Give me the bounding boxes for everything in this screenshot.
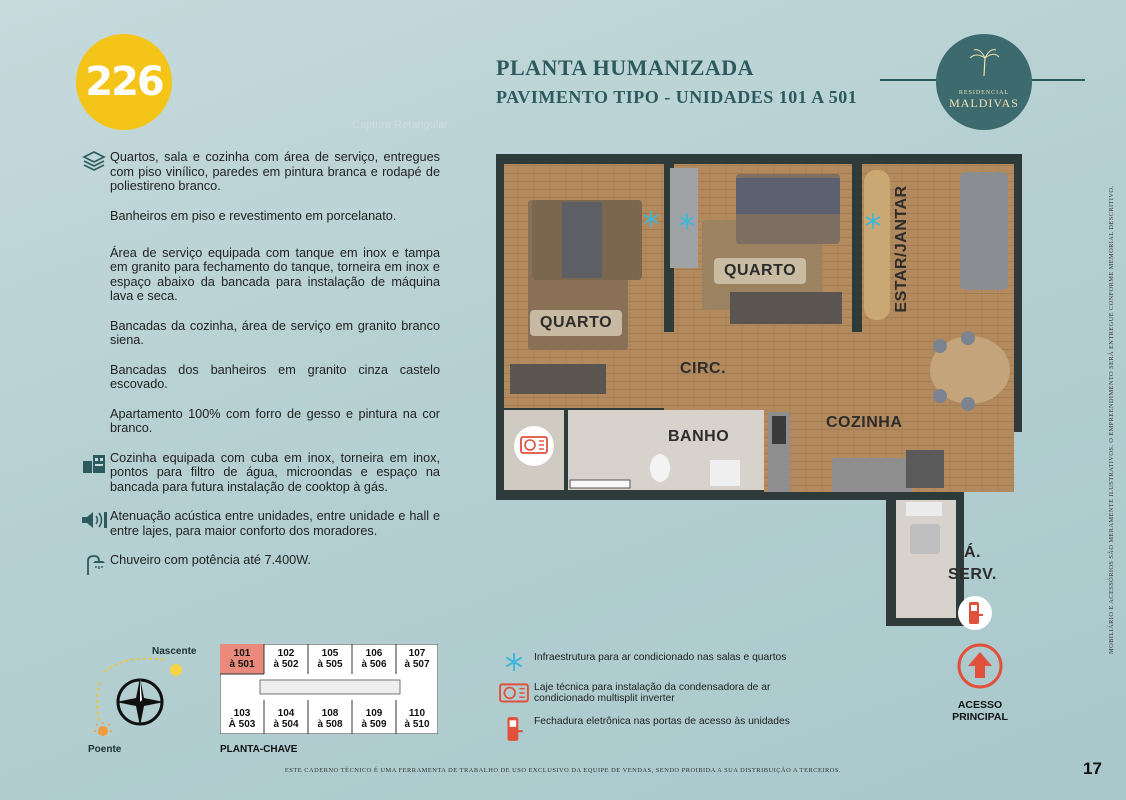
keyplan-unit: 105 à 505: [317, 648, 343, 670]
page-title: PLANTA HUMANIZADA: [496, 55, 755, 80]
room-label-estar-jantar: ESTAR/JANTAR: [893, 185, 910, 313]
features-list: [78, 150, 440, 590]
brand-logo: [936, 34, 1032, 130]
room-label-area-servico-2: SERV.: [948, 566, 997, 583]
arrow-up-icon: [956, 642, 1004, 690]
condenser-icon: [514, 426, 554, 466]
room-label-banho: BANHO: [668, 428, 730, 445]
keyplan-unit: 106 à 506: [361, 648, 387, 670]
keyplan-unit: 104 à 504: [273, 708, 299, 730]
keyplan-unit: 110 à 510: [404, 708, 430, 730]
floor-plan-drawing: [492, 150, 1026, 626]
legend-text: Fechadura eletrônica nas portas de acesso às unidades: [534, 716, 790, 727]
feature-text: Atenuação acústica entre unidades, entre unidade e hall e entre lajes, para maior conforto dos moradores.: [110, 509, 440, 538]
room-label-quarto-1: QUARTO: [530, 310, 622, 336]
feature-item: [78, 209, 440, 231]
room-label-quarto-2: QUARTO: [714, 258, 806, 284]
brand-small: RESIDENCIAL: [958, 89, 1010, 96]
legend-item: [494, 716, 794, 742]
feature-item: [78, 451, 440, 495]
feature-text: Apartamento 100% com forro de gesso e pintura na cor branco.: [110, 406, 440, 435]
room-label-circ: CIRC.: [680, 360, 727, 377]
faded-caption: Captura Retangular: [352, 119, 449, 131]
floor-plan: [492, 150, 1026, 626]
kitchen-icon: [81, 451, 107, 475]
feature-item: [78, 509, 440, 538]
keyplan-label: PLANTA-CHAVE: [220, 744, 298, 755]
feature-text: Bancadas da cozinha, área de serviço em granito branco siena.: [110, 318, 440, 347]
feature-text: Banheiros em piso e revestimento em porcelanato.: [110, 208, 397, 223]
side-disclaimer: MOBILIÁRIO E ACESSÓRIOS SÃO MERAMENTE ILUSTRATIVOS. O EMPREENDIMENTO SERÁ ENTREGUE CONFORME MEMORIAL DESCRITIVO.: [1108, 185, 1115, 655]
condenser-icon: [499, 682, 529, 706]
sound-icon: [80, 509, 108, 531]
legend-text: Infraestrutura para ar condicionado nas salas e quartos: [534, 652, 787, 663]
snowflake-icon: [678, 212, 696, 230]
feature-item: [78, 407, 440, 436]
feature-item: [78, 150, 440, 194]
compass: [86, 642, 206, 762]
snowflake-icon: [864, 212, 882, 230]
access-label: ACESSO PRINCIPAL: [952, 699, 1008, 723]
snowflake-icon: [642, 210, 660, 228]
smart-lock-icon: [958, 596, 992, 630]
legend-item: [494, 682, 794, 706]
keyplan-unit: 109 à 509: [361, 708, 387, 730]
legend-item: [494, 652, 794, 672]
keyplan-unit: 107 à 507: [404, 648, 430, 670]
legend-text: Laje técnica para instalação da condensadora de ar condicionado multisplit inverter: [534, 682, 771, 704]
feature-text: Cozinha equipada com cuba em inox, torneira em inox, pontos para filtro de água, microondas e espaço na bancada para futura instalação de cooktop à gás.: [110, 450, 440, 494]
page-number: 17: [1083, 759, 1102, 778]
feature-text: Quartos, sala e cozinha com área de serviço, entregues com piso vinílico, paredes em pintura branca e rodapé de poliestireno branco.: [110, 150, 440, 193]
room-label-cozinha: COZINHA: [826, 414, 903, 431]
feature-item: [78, 246, 440, 304]
sunrise-label: Nascente: [152, 646, 197, 657]
keyplan-unit: 103 À 503: [228, 708, 256, 730]
logo-226: [76, 34, 172, 130]
feature-text: Chuveiro com potência até 7.400W.: [110, 553, 311, 567]
main-access: [944, 642, 1016, 723]
logo-text: 226: [85, 59, 163, 105]
sunset-icon: [94, 722, 112, 740]
keyplan-unit: 101 à 501: [229, 648, 255, 670]
page-subtitle: PAVIMENTO TIPO - UNIDADES 101 A 501: [496, 87, 858, 107]
layers-icon: [82, 150, 106, 172]
palm-icon: [964, 48, 1004, 78]
keyplan-unit: 108 à 508: [317, 708, 343, 730]
smart-lock-icon: [504, 716, 524, 742]
brand-name: MALDIVAS: [949, 95, 1019, 110]
feature-item: [78, 319, 440, 348]
sun-icon: [168, 662, 184, 678]
legend: [494, 652, 794, 752]
feature-item: [78, 553, 440, 575]
footer-disclaimer: ESTE CADERNO TÉCNICO É UMA FERRAMENTA DE TRABALHO DE USO EXCLUSIVO DA EQUIPE DE VENDAS, SENDO PROIBIDA A SUA DISTRIBUIÇÃO A TERCEIROS.: [284, 767, 842, 774]
key-plan: [220, 644, 438, 734]
shower-icon: [82, 553, 106, 577]
title-block: [496, 55, 857, 108]
keyplan-unit: 102 à 502: [273, 648, 299, 670]
feature-text: Área de serviço equipada com tanque em inox e tampa em granito para fechamento do tanque, torneira em inox e espaço abaixo da bancada para instalação de máquina lava e seca.: [110, 245, 440, 303]
sunset-label: Poente: [88, 744, 122, 755]
feature-item: [78, 363, 440, 392]
room-label-area-servico-1: Á.: [964, 544, 981, 561]
feature-text: Bancadas dos banheiros em granito cinza castelo escovado.: [110, 362, 440, 391]
snowflake-icon: [504, 652, 524, 672]
